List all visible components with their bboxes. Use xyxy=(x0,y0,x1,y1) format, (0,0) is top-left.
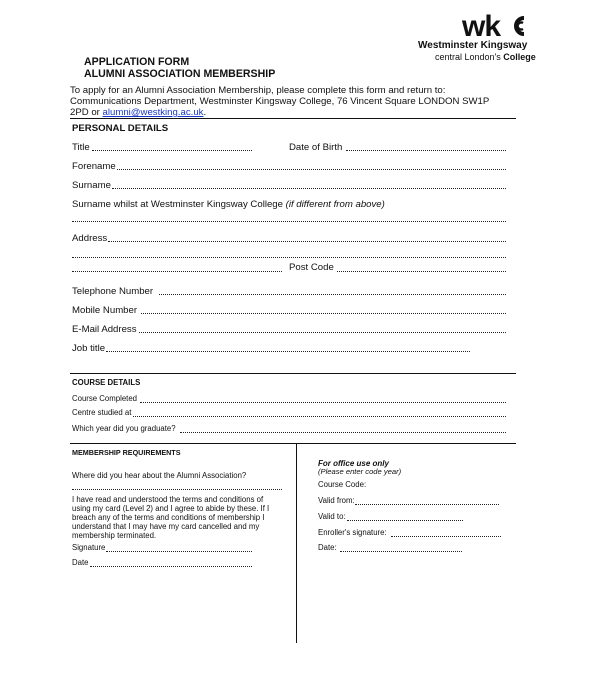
hear-about-field[interactable] xyxy=(72,489,282,490)
enroller-signature-field[interactable] xyxy=(391,536,501,537)
email-field[interactable] xyxy=(139,332,506,333)
date-field[interactable] xyxy=(90,566,252,567)
terms-line-4: understand that I may have my card cancelled and my xyxy=(72,522,260,531)
logo-college-name: Westminster Kingsway xyxy=(418,40,528,51)
surname-college-field[interactable] xyxy=(72,221,506,222)
terms-line-3: breach any of the terms and conditions of membership I xyxy=(72,513,265,522)
form-title-line1: APPLICATION FORM xyxy=(84,56,190,68)
personal-details-heading: PERSONAL DETAILS xyxy=(72,123,169,134)
postcode-label: Post Code xyxy=(289,262,334,273)
telephone-field[interactable] xyxy=(159,294,506,295)
valid-from-label: Valid from: xyxy=(318,496,355,505)
surname-college-note: (if different from above) xyxy=(285,199,385,210)
signature-label: Signature xyxy=(72,543,106,552)
membership-heading: MEMBERSHIP REQUIREMENTS xyxy=(72,448,181,457)
course-code-label: Course Code: xyxy=(318,480,367,489)
course-completed-field[interactable] xyxy=(140,402,506,403)
terms-line-2: using my card (Level 2) and I agree to abide by these. If I xyxy=(72,504,270,513)
divider-membership xyxy=(70,443,516,444)
intro-line-3 xyxy=(70,107,206,118)
course-details-heading: COURSE DETAILS xyxy=(72,378,141,387)
logo-wk-text: wk xyxy=(462,10,501,43)
intro-line-2: Communications Department, Westminster Kingsway College, 76 Vincent Square LONDON SW1P xyxy=(70,96,490,107)
title-field[interactable] xyxy=(92,150,252,151)
terms-line-5: membership terminated. xyxy=(72,531,157,540)
logo-tagline xyxy=(435,52,536,62)
form-title-line2: ALUMNI ASSOCIATION MEMBERSHIP xyxy=(84,68,276,80)
address-label: Address xyxy=(72,233,108,244)
alumni-email-link[interactable]: alumni@westking.ac.uk xyxy=(102,107,204,118)
job-title-label: Job title xyxy=(72,343,106,354)
address-field-1[interactable] xyxy=(108,241,506,242)
office-use-heading: For office use only xyxy=(318,459,389,468)
address-field-3[interactable] xyxy=(72,271,282,272)
college-logo-mark xyxy=(462,12,528,42)
email-label: E-Mail Address xyxy=(72,324,137,335)
divider-top xyxy=(70,118,516,119)
surname-college-label xyxy=(72,199,385,210)
intro-line-3-prefix: 2PD or xyxy=(70,107,103,118)
valid-from-field[interactable] xyxy=(355,504,499,505)
divider-course xyxy=(70,373,516,374)
intro-line-1: To apply for an Alumni Association Membership, please complete this form and return to: xyxy=(70,85,446,96)
valid-to-label: Valid to: xyxy=(318,512,346,521)
surname-field[interactable] xyxy=(112,188,506,189)
terms-line-1: I have read and understood the terms and conditions of xyxy=(72,495,264,504)
logo-tagline-text: central London's xyxy=(435,52,504,62)
graduate-year-label: Which year did you graduate? xyxy=(72,424,176,433)
title-label: Title xyxy=(72,142,90,153)
enroller-signature-label: Enroller's signature: xyxy=(318,528,387,537)
course-completed-label: Course Completed xyxy=(72,394,138,403)
postcode-field[interactable] xyxy=(337,271,506,272)
forename-label: Forename xyxy=(72,161,116,172)
telephone-label: Telephone Number xyxy=(72,286,154,297)
date-label: Date xyxy=(72,558,89,567)
office-date-label: Date: xyxy=(318,543,337,552)
centre-field[interactable] xyxy=(133,416,506,417)
valid-to-field[interactable] xyxy=(347,520,463,521)
logo-arc-icon xyxy=(508,14,528,38)
office-date-field[interactable] xyxy=(340,551,462,552)
mobile-label: Mobile Number xyxy=(72,305,138,316)
intro-line-3-suffix: . xyxy=(203,107,207,118)
signature-field[interactable] xyxy=(106,551,252,552)
mobile-field[interactable] xyxy=(141,313,506,314)
dob-field[interactable] xyxy=(346,150,506,151)
address-field-2[interactable] xyxy=(72,257,506,258)
office-use-note: (Please enter code year) xyxy=(318,467,402,476)
surname-label: Surname xyxy=(72,180,111,191)
dob-label: Date of Birth xyxy=(289,142,343,153)
column-divider xyxy=(296,443,297,643)
centre-label: Centre studied at xyxy=(72,408,132,417)
forename-field[interactable] xyxy=(117,169,506,170)
hear-about-label: Where did you hear about the Alumni Association? xyxy=(72,471,247,480)
job-title-field[interactable] xyxy=(106,351,470,352)
graduate-year-field[interactable] xyxy=(180,432,506,433)
surname-college-text: Surname whilst at Westminster Kingsway College xyxy=(72,199,283,210)
logo-tagline-bold: College xyxy=(503,52,536,62)
